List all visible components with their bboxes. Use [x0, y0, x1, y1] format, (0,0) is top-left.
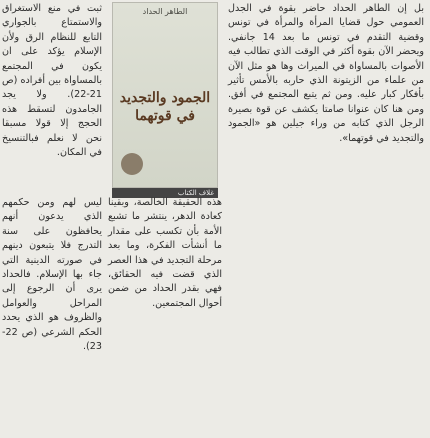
- article-column-left-top: [2, 2, 102, 160]
- article-text: ثبت في منع الاستغراق والاستمتاع بالجواري التابع للنظام الرق ولأن الإسلام يؤكد على ان يكون في المجتمع بالمساواة بين أفراده (ص 21-22). ولا يجد الجامدون لتسقط هذه الحجج إلا قولا مسبقا نحن لا نعلم فبالتنسيخ في المكان.: [2, 3, 102, 159]
- article-column-middle-bottom: [108, 196, 222, 311]
- book-title: الجمود والتجديد في قوتهما: [119, 90, 211, 124]
- article-column-right: [228, 2, 424, 146]
- book-author: الطاهر الحداد: [142, 7, 188, 16]
- article-text: ليس لهم ومن حكمهم الذي يدعون أنهم يحافظون على سنة التدرج فلا يتبعون دينهم في صورته الدينية التي جاء بها الإسلام. فالحداد يرى أن الرجوع إلى المراحل والعوامل والظروف هو الذي يحدد الحكم الشرعي (ص 22-23).: [2, 197, 102, 353]
- publisher-logo-icon: [121, 153, 143, 175]
- article-column-left-bottom: [2, 196, 102, 354]
- article-text: هذه الحقيقة الخالصة، وبقينا كعادة الدهر، ينتشر ما تشبع الأمة بأن تكسب على مقدار ما أنشأت الفكرة، وما بعد مرحلة التجديد في هذا العصر الذي قضت فيه الحقائق، فهي بقدر الحداد من ضمن أحوال المجتمعين.: [108, 197, 222, 309]
- book-cover: [112, 2, 218, 188]
- article-text: بل إن الطاهر الحداد حاضر بقوة في الجدل العمومي حول قضايا المرأة والمرأة في تونس وقضية التقدم في تونس ما بعد 14 جانفي. ويحضر الآن بقوة أكثر في الوقت الذي تطالب فيه الأصوات بالمساواة في الميراث وها هو مثل الآن من علماء من الزيتونة الذي حاربه بالأمس تأثير بأفكار كبار عليه. ومن ثم يتبع المجتمع في أفق. ومن هنا كان عنوانا صامتا يكشف عن قوة بصيرة الرجل الذي كتابه من وراء جيلين هو «الجمود والتجديد في قوتهما».: [228, 3, 424, 144]
- image-caption: غلاف الكتاب: [177, 189, 214, 197]
